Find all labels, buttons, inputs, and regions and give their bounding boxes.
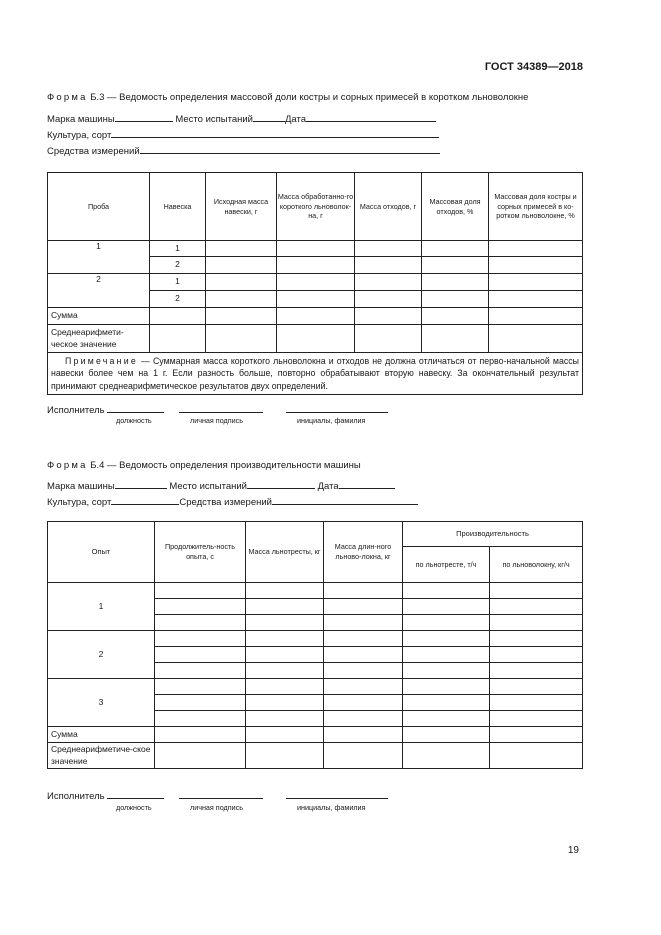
col-header: Исходная масса навески, г [206,173,277,241]
average-row [48,325,583,353]
b4-field-row-1 [47,479,395,492]
input-cell[interactable] [324,711,403,727]
input-cell[interactable] [422,257,489,274]
input-cell[interactable] [324,583,403,599]
input-cell[interactable] [403,743,490,769]
position-line[interactable] [107,789,164,799]
input-cell[interactable] [490,599,583,615]
input-cell[interactable] [489,291,583,308]
average-label: Среднеарифмети-ческое значение [48,325,150,353]
tools-label: Средства измерений [47,146,140,157]
signature-caption: личная подпись [190,803,243,812]
input-cell[interactable] [246,631,324,647]
form-b4-title [47,460,361,471]
sum-row [48,308,583,325]
tools-field[interactable] [140,144,440,154]
input-cell[interactable] [490,727,583,743]
table-row [48,631,583,647]
col-header: Производительность [403,522,583,547]
machine-label: Марка машины [47,114,115,125]
input-cell[interactable] [403,631,490,647]
input-cell[interactable] [324,647,403,663]
input-cell[interactable] [403,599,490,615]
b3-field-row-1 [47,112,436,125]
input-cell[interactable] [422,308,489,325]
culture-label: Культура, сорт [47,497,112,508]
input-cell[interactable] [246,679,324,695]
input-cell[interactable] [246,583,324,599]
input-cell[interactable] [155,599,246,615]
place-label: Место испытаний [175,114,253,125]
note-word: Примечание [65,356,138,367]
signature-block-b3 [47,403,388,416]
col-header: Массовая доля отходов, % [422,173,489,241]
initials-line[interactable] [286,789,388,799]
input-cell[interactable] [277,325,355,353]
input-cell[interactable] [489,274,583,291]
input-cell[interactable] [355,291,422,308]
input-cell[interactable] [490,743,583,769]
sample-cell: 2 [48,274,150,308]
culture-field[interactable] [111,495,179,505]
input-cell[interactable] [277,308,355,325]
b3-field-row-3 [47,144,440,157]
executor-label: Исполнитель [47,405,105,416]
input-cell[interactable] [403,727,490,743]
col-header: Массовая доля костры и сорных примесей в ко-ротком льноволокне, % [489,173,583,241]
input-cell[interactable] [324,631,403,647]
input-cell[interactable] [489,257,583,274]
trial-cell: 3 [48,679,155,727]
input-cell[interactable] [490,679,583,695]
input-cell[interactable] [355,274,422,291]
input-cell[interactable] [490,631,583,647]
input-cell[interactable] [246,711,324,727]
date-field[interactable] [339,479,395,489]
input-cell[interactable] [490,647,583,663]
table-row [48,583,583,599]
input-cell[interactable] [206,241,277,257]
input-cell[interactable] [155,583,246,599]
tools-label: Средства измерений [179,497,272,508]
input-cell[interactable] [324,615,403,631]
form-b3-title [47,92,528,103]
position-caption: должность [116,803,152,812]
initials-caption: инициалы, фамилия [297,416,366,425]
place-field[interactable] [247,479,315,489]
form-b3-table [47,172,583,395]
col-header: Масса отходов, г [355,173,422,241]
average-label: Среднеарифметиче-ское значение [48,743,155,769]
trial-cell: 2 [48,631,155,679]
note-cell [48,353,583,395]
note-text: — Суммарная масса короткого льноволокна и отходов не должна отличаться от перво-начальной массы навески более чем на 1 г. Если разность больше, повторно обрабатывают вторую навеску. За окончательный результат принимают среднеарифметическое результатов двух определений. [51,356,579,391]
input-cell[interactable] [422,241,489,257]
input-cell[interactable] [403,583,490,599]
input-cell[interactable] [277,257,355,274]
form-b3-title-text: Б.3 — Ведомость определения массовой доли костры и сорных примесей в коротком льноволокне [90,92,529,103]
col-header: по льнотресте, т/ч [403,547,490,583]
sum-label: Сумма [48,308,150,325]
form-word: Форма [47,92,88,103]
input-cell[interactable] [490,615,583,631]
input-cell[interactable] [324,727,403,743]
input-cell[interactable] [246,615,324,631]
table-row [48,274,583,291]
signature-line[interactable] [179,403,263,413]
machine-label: Марка машины [47,481,115,492]
table-header-row [48,522,583,547]
input-cell[interactable] [155,711,246,727]
executor-label: Исполнитель [47,791,105,802]
place-field[interactable] [253,112,285,122]
input-cell[interactable] [155,631,246,647]
form-b4-title-text: Б.4 — Ведомость определения производительности машины [90,460,361,471]
sum-label: Сумма [48,727,155,743]
table-row [48,241,583,257]
input-cell[interactable] [355,325,422,353]
date-label: Дата [317,481,339,492]
input-cell[interactable] [355,257,422,274]
input-cell[interactable] [155,615,246,631]
input-cell[interactable] [403,647,490,663]
portion-cell: 1 [150,274,206,291]
signature-line[interactable] [179,789,263,799]
form-b4-table [47,521,583,769]
input-cell[interactable] [155,695,246,711]
input-cell[interactable] [490,663,583,679]
input-cell[interactable] [277,291,355,308]
input-cell[interactable] [324,695,403,711]
input-cell[interactable] [422,325,489,353]
standard-number: ГОСТ 34389—2018 [484,61,583,73]
input-cell[interactable] [246,743,324,769]
date-label: Дата [284,114,307,125]
col-header: Проба [48,173,150,241]
input-cell[interactable] [403,695,490,711]
col-header: Продолжитель-ность опыта, с [155,522,246,583]
input-cell[interactable] [155,663,246,679]
input-cell[interactable] [490,711,583,727]
portion-cell: 1 [150,241,206,257]
input-cell[interactable] [155,647,246,663]
input-cell[interactable] [150,325,206,353]
input-cell[interactable] [324,679,403,695]
input-cell[interactable] [422,274,489,291]
input-cell[interactable] [206,308,277,325]
input-cell[interactable] [246,695,324,711]
average-row [48,743,583,769]
machine-field[interactable] [115,479,167,489]
input-cell[interactable] [206,325,277,353]
input-cell[interactable] [150,308,206,325]
input-cell[interactable] [246,663,324,679]
input-cell[interactable] [246,647,324,663]
input-cell[interactable] [155,727,246,743]
portion-cell: 2 [150,291,206,308]
input-cell[interactable] [324,743,403,769]
trial-cell: 1 [48,583,155,631]
input-cell[interactable] [489,325,583,353]
initials-line[interactable] [286,403,388,413]
input-cell[interactable] [206,274,277,291]
col-header: Навеска [150,173,206,241]
input-cell[interactable] [355,308,422,325]
signature-block-b4 [47,789,388,802]
col-header: Масса длин-ного льново-локна, кг [324,522,403,583]
b4-field-row-2 [47,495,418,508]
input-cell[interactable] [403,615,490,631]
input-cell[interactable] [489,241,583,257]
input-cell[interactable] [355,241,422,257]
input-cell[interactable] [277,241,355,257]
col-header: по льноволокну, кг/ч [490,547,583,583]
input-cell[interactable] [324,663,403,679]
sample-cell: 1 [48,241,150,274]
tools-field[interactable] [272,495,418,505]
date-field[interactable] [306,112,436,122]
form-word: Форма [47,460,88,471]
input-cell[interactable] [490,583,583,599]
sum-row [48,727,583,743]
col-header: Опыт [48,522,155,583]
b3-field-row-2 [47,128,439,141]
col-header: Масса обработанно-го короткого льноволок-на, г [277,173,355,241]
signature-caption: личная подпись [190,416,243,425]
input-cell[interactable] [155,743,246,769]
input-cell[interactable] [489,308,583,325]
place-label: Место испытаний [169,481,247,492]
input-cell[interactable] [490,695,583,711]
culture-label: Культура, сорт [47,130,112,141]
input-cell[interactable] [324,599,403,615]
position-caption: должность [116,416,152,425]
machine-field[interactable] [115,112,173,122]
input-cell[interactable] [246,727,324,743]
table-header-row [48,173,583,241]
input-cell[interactable] [246,599,324,615]
initials-caption: инициалы, фамилия [297,803,366,812]
input-cell[interactable] [206,257,277,274]
input-cell[interactable] [206,291,277,308]
input-cell[interactable] [403,711,490,727]
position-line[interactable] [107,403,164,413]
portion-cell: 2 [150,257,206,274]
col-header: Масса льнотресты, кг [246,522,324,583]
note-row [48,353,583,395]
input-cell[interactable] [403,663,490,679]
table-row [48,679,583,695]
culture-field[interactable] [111,128,439,138]
input-cell[interactable] [403,679,490,695]
input-cell[interactable] [155,679,246,695]
input-cell[interactable] [277,274,355,291]
page-number: 19 [567,845,579,856]
input-cell[interactable] [422,291,489,308]
